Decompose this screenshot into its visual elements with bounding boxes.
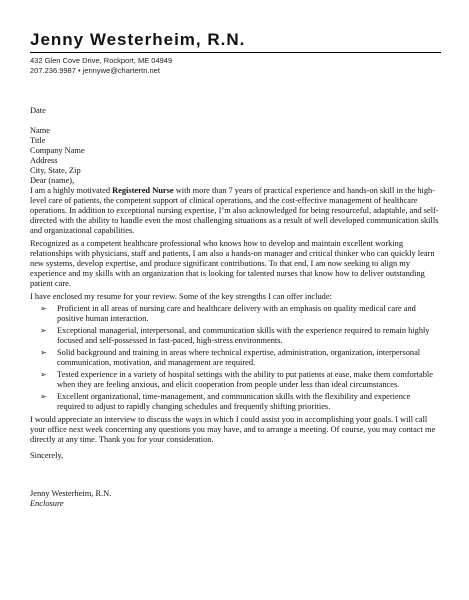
intro-emphasis: Registered Nurse [112, 186, 174, 195]
intro-paragraph [30, 186, 440, 236]
strength-text: Tested experience in a variety of hospital settings with the ability to put patients at ease, make them comfortable when they are feeling anxious, and elicit cooperation from people under less than ideal circumstances. [57, 370, 433, 389]
recipient-city: City, State, Zip [30, 166, 81, 175]
sender-name: Jenny Westerheim, R.N. [30, 30, 246, 49]
strength-text: Proficient in all areas of nursing care and healthcare delivery with an emphasis on quality medical care and positive human interaction. [57, 304, 416, 323]
letter-body [30, 76, 440, 509]
arrow-bullet-icon: ➢ [40, 348, 47, 357]
list-item [30, 348, 440, 368]
sender-contact: 207.236.9987 • jennywe@chartertn.net [30, 66, 160, 75]
strengths-intro: I have enclosed my resume for your review. Some of the key strengths I can offer include: [30, 292, 332, 301]
strength-text: Exceptional managerial, interpersonal, and communication skills with the experience required to remain highly focused and self-possessed in fast-paced, high-stress environments. [57, 326, 430, 345]
spacer [30, 76, 440, 106]
recipient-company: Company Name [30, 146, 85, 155]
recipient-name: Name [30, 126, 50, 135]
list-item [30, 304, 440, 324]
signoff-closing: Sincerely, [30, 451, 64, 460]
intro-text-end: with more than 7 years of practical experience and hands-on skill in the high-level care of patients, the competent support of clinical operations, and the cost-effective management of healthcare operations. In addition to exceptional nursing expertise, I’m also acknowledged for being resourceful, adaptable, and self-directed with the ability to handle even the most challenging situations as a result of well developed communication skills and organizational capabilities. [30, 186, 439, 235]
salutation: Dear (name), [30, 176, 75, 185]
arrow-bullet-icon: ➢ [40, 326, 47, 335]
date-line: Date [30, 106, 46, 115]
arrow-bullet-icon: ➢ [40, 370, 47, 379]
recipient-title: Title [30, 136, 46, 145]
strengths-list [30, 304, 440, 412]
second-paragraph: Recognized as a competent healthcare professional who knows how to develop and maintain excellent working relationships with physicians, staff and patients, I am also a hands-on manager and critical thinker who can quickly learn new systems, develop expertise, and produce significant contributions. To that end, I am now seeking to align my experience and my skills with an organization that is looking for talented nurses that know how to deliver outstanding patient care. [30, 239, 435, 288]
letterhead-divider [30, 52, 441, 53]
arrow-bullet-icon: ➢ [40, 304, 47, 313]
closing-paragraph: I would appreciate an interview to discuss the ways in which I could assist you in accomplishing your goals. I will call your office next week concerning any questions you may have, and to arrange a meeting. Of course, you may contact me directly at any time. Thank you for your consideration. [30, 415, 436, 444]
arrow-bullet-icon: ➢ [40, 392, 47, 401]
strength-text: Excellent organizational, time-management, and communication skills with the flexibility and experience required to adjust to rapidly changing schedules and frequently shifting priorities. [57, 392, 411, 411]
recipient-address: Address [30, 156, 58, 165]
letterhead [30, 0, 469, 76]
sender-address: 432 Glen Cove Drive, Rockport, ME 04949 [30, 56, 173, 65]
list-item [30, 370, 440, 390]
intro-text-start: I am a highly motivated [30, 186, 113, 195]
signature-name: Jenny Westerheim, R.N. [30, 489, 112, 498]
spacer [30, 116, 440, 126]
list-item [30, 392, 440, 412]
strength-text: Solid background and training in areas where technical expertise, administration, organization, interpersonal communication, motivation, and management are required. [57, 348, 421, 367]
list-item [30, 326, 440, 346]
recipient-block [30, 126, 440, 176]
enclosure-note: Enclosure [30, 499, 64, 508]
